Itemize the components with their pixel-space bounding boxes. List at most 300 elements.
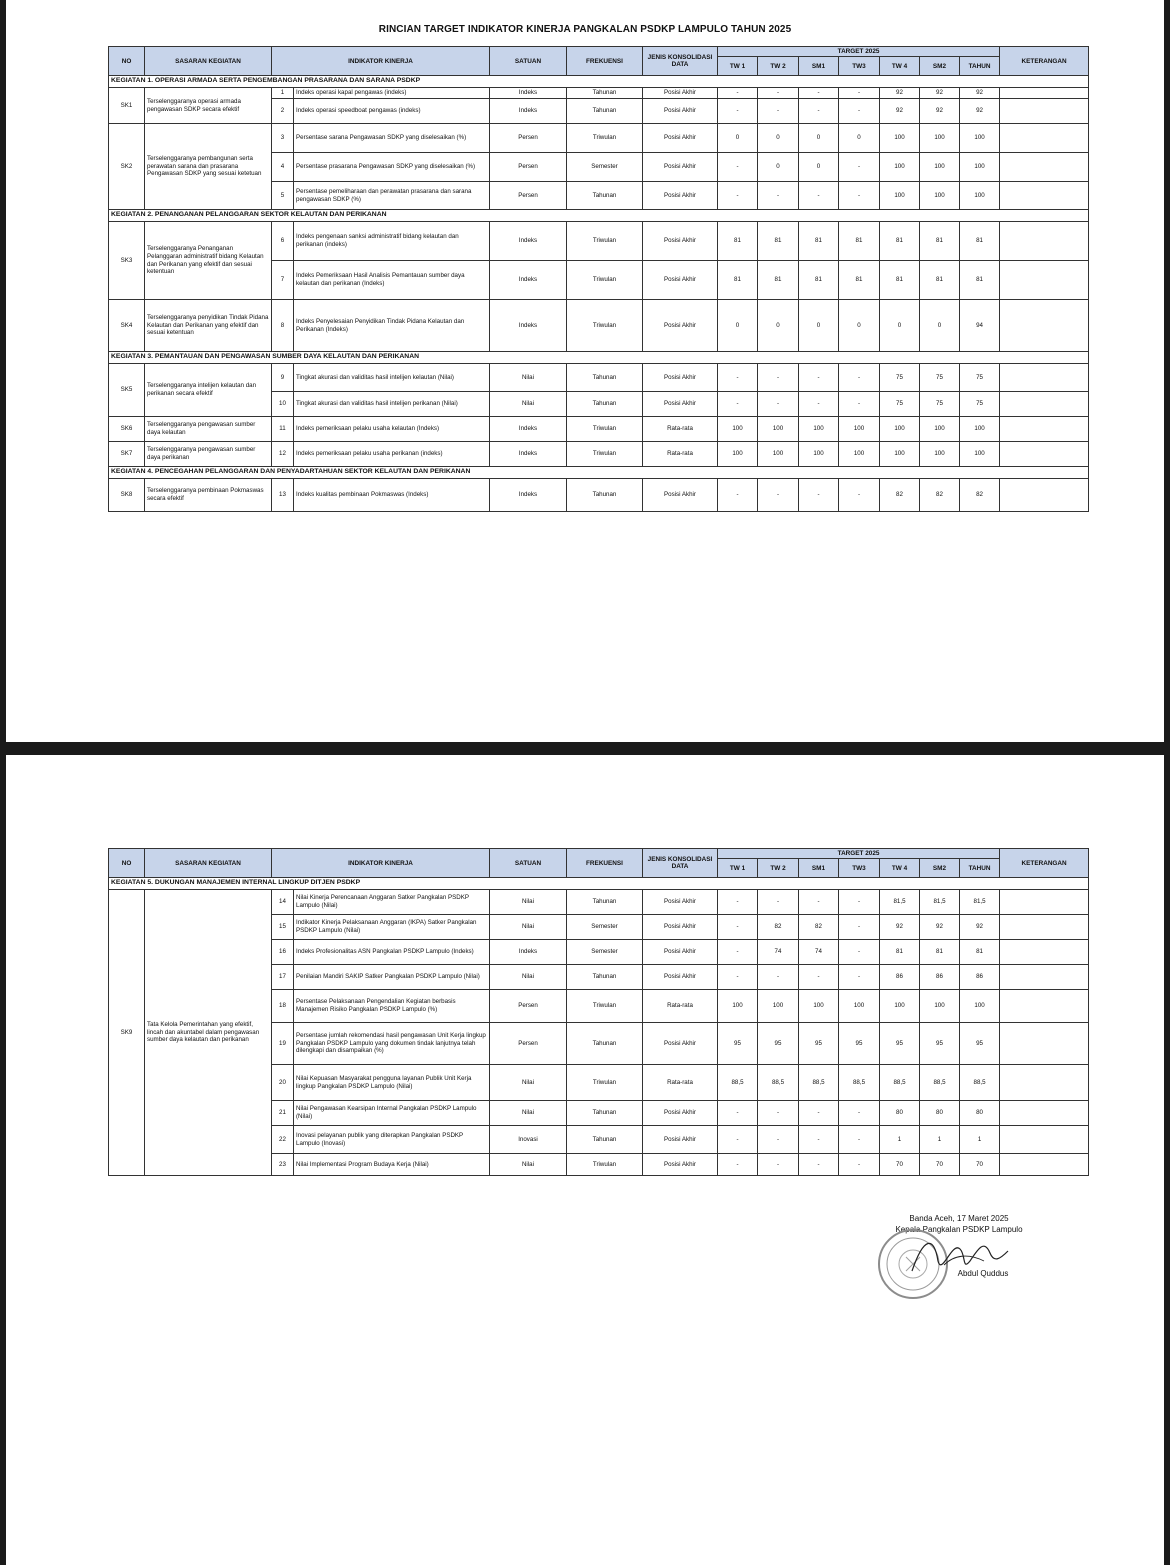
target-tw2: -: [758, 99, 799, 124]
target-tw2: 95: [758, 1023, 799, 1065]
header-tahun: TAHUN: [960, 57, 1000, 76]
target-tw1: 100: [718, 442, 758, 467]
target-tw4: 75: [880, 364, 920, 392]
target-sm1: -: [799, 1126, 839, 1154]
table-row: [109, 890, 1089, 915]
target-table-part-2: [108, 848, 1089, 1176]
frequency: Triwulan: [567, 261, 643, 300]
remarks: [1000, 124, 1089, 153]
target-sm2: 82: [920, 479, 960, 512]
header-tw2: TW 2: [758, 57, 799, 76]
target-tw1: 95: [718, 1023, 758, 1065]
row-number: 1: [272, 88, 294, 99]
target-sm2: 81: [920, 261, 960, 300]
indicator-text: Indeks pemeriksaan pelaku usaha perikanan (indeks): [294, 442, 490, 467]
frequency: Triwulan: [567, 124, 643, 153]
consolidation-type: Posisi Akhir: [643, 261, 718, 300]
frequency: Tahunan: [567, 965, 643, 990]
target-tw3: -: [839, 1101, 880, 1126]
consolidation-type: Posisi Akhir: [643, 890, 718, 915]
table-row: [109, 88, 1089, 99]
header-tw4: TW 4: [880, 859, 920, 878]
target-tw3: 100: [839, 990, 880, 1023]
frequency: Triwulan: [567, 1065, 643, 1101]
table-row: [109, 364, 1089, 392]
header-tw1: TW 1: [718, 57, 758, 76]
target-sm1: 0: [799, 124, 839, 153]
target-sm2: 92: [920, 99, 960, 124]
indicator-text: Nilai Pengawasan Kearsipan Internal Pangkalan PSDKP Lampulo (Nilai): [294, 1101, 490, 1126]
target-tw4: 81,5: [880, 890, 920, 915]
table-row: [109, 222, 1089, 261]
row-number: 2: [272, 99, 294, 124]
header-tw1: TW 1: [718, 859, 758, 878]
consolidation-type: Posisi Akhir: [643, 182, 718, 210]
header-frekuensi: FREKUENSI: [567, 849, 643, 878]
target-sm1: 100: [799, 990, 839, 1023]
row-number: 6: [272, 222, 294, 261]
target-tw3: -: [839, 182, 880, 210]
target-tw2: 81: [758, 222, 799, 261]
signature-position: Kepala Pangkalan PSDKP Lampulo: [895, 1225, 1023, 1235]
target-sm2: 70: [920, 1154, 960, 1176]
target-tw2: -: [758, 1101, 799, 1126]
unit: Persen: [490, 124, 567, 153]
target-sm1: 0: [799, 300, 839, 352]
section-header: KEGIATAN 1. OPERASI ARMADA SERTA PENGEMBANGAN PRASARANA DAN SARANA PSDKP: [109, 76, 1089, 88]
row-number: 3: [272, 124, 294, 153]
group-description: Terselenggaranya pembinaan Pokmaswas secara efektif: [145, 479, 272, 512]
target-tw3: 88,5: [839, 1065, 880, 1101]
unit: Persen: [490, 1023, 567, 1065]
target-tw1: 88,5: [718, 1065, 758, 1101]
target-tw3: -: [839, 915, 880, 940]
target-tahun: 70: [960, 1154, 1000, 1176]
unit: Nilai: [490, 965, 567, 990]
header-sasaran: SASARAN KEGIATAN: [145, 849, 272, 878]
row-number: 15: [272, 915, 294, 940]
target-tw1: 0: [718, 124, 758, 153]
indicator-text: Indeks kualitas pembinaan Pokmaswas (Indeks): [294, 479, 490, 512]
row-number: 5: [272, 182, 294, 210]
target-tw1: -: [718, 1101, 758, 1126]
row-number: 4: [272, 153, 294, 182]
target-tahun: 94: [960, 300, 1000, 352]
target-tahun: 92: [960, 915, 1000, 940]
target-tw4: 88,5: [880, 1065, 920, 1101]
target-tahun: 100: [960, 153, 1000, 182]
group-description: Terselenggaranya penyidikan Tindak Pidana Kelautan dan Perikanan yang efektif dan sesuai ketentuan: [145, 300, 272, 352]
indicator-text: Nilai Kepuasan Masyarakat pengguna layanan Publik Unit Kerja lingkup Pangkalan PSDKP Lampulo (Nilai): [294, 1065, 490, 1101]
target-tahun: 75: [960, 392, 1000, 417]
header-keterangan: KETERANGAN: [1000, 47, 1089, 76]
target-sm2: 92: [920, 88, 960, 99]
target-tahun: 81: [960, 222, 1000, 261]
target-tw2: 0: [758, 124, 799, 153]
indicator-text: Indeks operasi kapal pengawas (indeks): [294, 88, 490, 99]
target-tw4: 86: [880, 965, 920, 990]
consolidation-type: Posisi Akhir: [643, 364, 718, 392]
target-tahun: 82: [960, 479, 1000, 512]
target-tw3: -: [839, 965, 880, 990]
target-tw2: 100: [758, 990, 799, 1023]
indicator-text: Indikator Kinerja Pelaksanaan Anggaran (IKPA) Satker Pangkalan PSDKP Lampulo (Nilai): [294, 915, 490, 940]
target-sm1: 81: [799, 261, 839, 300]
target-tw3: 0: [839, 300, 880, 352]
target-tw2: -: [758, 364, 799, 392]
target-sm1: 74: [799, 940, 839, 965]
header-sm2: SM2: [920, 57, 960, 76]
frequency: Semester: [567, 915, 643, 940]
indicator-text: Tingkat akurasi dan validitas hasil intelijen perikanan (Nilai): [294, 392, 490, 417]
frequency: Tahunan: [567, 1101, 643, 1126]
header-target: TARGET 2025: [718, 849, 1000, 859]
target-tw4: 0: [880, 300, 920, 352]
target-sm1: 100: [799, 442, 839, 467]
target-sm1: -: [799, 890, 839, 915]
unit: Indeks: [490, 300, 567, 352]
consolidation-type: Rata-rata: [643, 417, 718, 442]
table-header: [109, 47, 1089, 76]
target-sm1: 82: [799, 915, 839, 940]
target-tw4: 92: [880, 88, 920, 99]
group-code: SK2: [109, 124, 145, 210]
group-description: Terselenggaranya intelijen kelautan dan perikanan secara efektif: [145, 364, 272, 417]
remarks: [1000, 1126, 1089, 1154]
target-sm1: -: [799, 965, 839, 990]
header-indikator: INDIKATOR KINERJA: [272, 47, 490, 76]
target-tw3: -: [839, 153, 880, 182]
target-sm2: 75: [920, 392, 960, 417]
header-tw3: TW3: [839, 859, 880, 878]
target-tw1: -: [718, 153, 758, 182]
target-tw3: -: [839, 364, 880, 392]
remarks: [1000, 153, 1089, 182]
target-tw4: 81: [880, 222, 920, 261]
signature-place-date: Banda Aceh, 17 Maret 2025: [909, 1214, 1009, 1223]
target-sm2: 80: [920, 1101, 960, 1126]
group-description: Terselenggaranya Penanganan Pelanggaran administratif bidang Kelautan dan Perikanan yang efektif dan sesuai ketentuan: [145, 222, 272, 300]
target-tw1: 81: [718, 222, 758, 261]
header-tahun: TAHUN: [960, 859, 1000, 878]
target-tw1: -: [718, 940, 758, 965]
remarks: [1000, 890, 1089, 915]
header-indikator: INDIKATOR KINERJA: [272, 849, 490, 878]
indicator-text: Indeks Profesionalitas ASN Pangkalan PSDKP Lampulo (Indeks): [294, 940, 490, 965]
signature-block: [874, 1213, 1044, 1280]
frequency: Semester: [567, 940, 643, 965]
target-tahun: 92: [960, 88, 1000, 99]
target-sm2: 100: [920, 124, 960, 153]
consolidation-type: Rata-rata: [643, 1065, 718, 1101]
target-sm2: 100: [920, 417, 960, 442]
target-tahun: 81: [960, 261, 1000, 300]
indicator-text: Persentase Pelaksanaan Pengendalian Kegiatan berbasis Manajemen Risiko Pangkalan PSDKP Lampulo (%): [294, 990, 490, 1023]
frequency: Triwulan: [567, 442, 643, 467]
unit: Nilai: [490, 364, 567, 392]
target-tw2: 0: [758, 300, 799, 352]
target-tw4: 81: [880, 261, 920, 300]
unit: Nilai: [490, 1101, 567, 1126]
target-tw1: -: [718, 890, 758, 915]
target-sm1: -: [799, 99, 839, 124]
target-tahun: 100: [960, 124, 1000, 153]
table-row: [109, 300, 1089, 352]
group-description: Terselenggaranya operasi armada pengawasan SDKP secara efektif: [145, 88, 272, 124]
target-tw3: 100: [839, 442, 880, 467]
remarks: [1000, 1154, 1089, 1176]
row-number: 22: [272, 1126, 294, 1154]
header-sm2: SM2: [920, 859, 960, 878]
consolidation-type: Posisi Akhir: [643, 99, 718, 124]
table-header: [109, 849, 1089, 878]
row-number: 10: [272, 392, 294, 417]
row-number: 14: [272, 890, 294, 915]
group-description: Terselenggaranya pengawasan sumber daya kelautan: [145, 417, 272, 442]
target-tw3: -: [839, 479, 880, 512]
indicator-text: Tingkat akurasi dan validitas hasil intelijen kelautan (Nilai): [294, 364, 490, 392]
target-tw1: -: [718, 99, 758, 124]
target-tw4: 92: [880, 99, 920, 124]
target-tw1: -: [718, 1154, 758, 1176]
remarks: [1000, 1065, 1089, 1101]
target-tw4: 100: [880, 124, 920, 153]
target-table-part-1: [108, 46, 1089, 512]
target-tw3: -: [839, 392, 880, 417]
remarks: [1000, 990, 1089, 1023]
target-tw1: 81: [718, 261, 758, 300]
target-tw4: 92: [880, 915, 920, 940]
header-keterangan: KETERANGAN: [1000, 849, 1089, 878]
target-sm1: -: [799, 182, 839, 210]
consolidation-type: Posisi Akhir: [643, 1154, 718, 1176]
indicator-text: Indeks operasi speedboat pengawas (indeks): [294, 99, 490, 124]
indicator-text: Indeks Penyelesaian Penyidikan Tindak Pidana Kelautan dan Perikanan (Indeks): [294, 300, 490, 352]
section-header: KEGIATAN 4. PENCEGAHAN PELANGGARAN DAN PENYADARTAHUAN SEKTOR KELAUTAN DAN PERIKANAN: [109, 467, 1089, 479]
target-tahun: 81: [960, 940, 1000, 965]
frequency: Triwulan: [567, 1154, 643, 1176]
target-tw1: -: [718, 1126, 758, 1154]
unit: Indeks: [490, 222, 567, 261]
document-page-1: [6, 0, 1164, 742]
target-sm2: 1: [920, 1126, 960, 1154]
consolidation-type: Posisi Akhir: [643, 1126, 718, 1154]
target-tw1: -: [718, 479, 758, 512]
remarks: [1000, 88, 1089, 99]
section-header: KEGIATAN 3. PEMANTAUAN DAN PENGAWASAN SUMBER DAYA KELAUTAN DAN PERIKANAN: [109, 352, 1089, 364]
remarks: [1000, 182, 1089, 210]
target-tw1: -: [718, 392, 758, 417]
target-sm2: 95: [920, 1023, 960, 1065]
target-tw3: -: [839, 1154, 880, 1176]
target-tw3: 0: [839, 124, 880, 153]
target-tw2: -: [758, 965, 799, 990]
header-tw3: TW3: [839, 57, 880, 76]
target-tahun: 95: [960, 1023, 1000, 1065]
target-tw1: -: [718, 965, 758, 990]
unit: Nilai: [490, 890, 567, 915]
target-tahun: 1: [960, 1126, 1000, 1154]
group-code: SK8: [109, 479, 145, 512]
header-target: TARGET 2025: [718, 47, 1000, 57]
target-tw3: 81: [839, 261, 880, 300]
header-sm1: SM1: [799, 859, 839, 878]
frequency: Tahunan: [567, 1023, 643, 1065]
target-tahun: 100: [960, 182, 1000, 210]
target-tw4: 82: [880, 479, 920, 512]
unit: Nilai: [490, 1065, 567, 1101]
row-number: 12: [272, 442, 294, 467]
remarks: [1000, 479, 1089, 512]
indicator-text: Indeks pengenaan sanksi administratif bidang kelautan dan perikanan (indeks): [294, 222, 490, 261]
unit: Persen: [490, 182, 567, 210]
group-description: Terselenggaranya pembangunan serta perawatan sarana dan prasarana Pengawasan SDKP yang sesuai ketetuan: [145, 124, 272, 210]
frequency: Tahunan: [567, 99, 643, 124]
indicator-text: Nilai Kinerja Perencanaan Anggaran Satker Pangkalan PSDKP Lampulo (Nilai): [294, 890, 490, 915]
group-description: Terselenggaranya pengawasan sumber daya perikanan: [145, 442, 272, 467]
indicator-text: Nilai Implementasi Program Budaya Kerja (Nilai): [294, 1154, 490, 1176]
target-tw1: -: [718, 182, 758, 210]
indicator-text: Persentase prasarana Pengawasan SDKP yang diselesaikan (%): [294, 153, 490, 182]
consolidation-type: Posisi Akhir: [643, 1101, 718, 1126]
target-tw3: -: [839, 88, 880, 99]
target-tw3: -: [839, 1126, 880, 1154]
handwritten-signature-icon: [904, 1231, 1014, 1281]
header-tw2: TW 2: [758, 859, 799, 878]
target-sm1: 88,5: [799, 1065, 839, 1101]
frequency: Tahunan: [567, 364, 643, 392]
remarks: [1000, 442, 1089, 467]
section-header: KEGIATAN 2. PENANGANAN PELANGGARAN SEKTOR KELAUTAN DAN PERIKANAN: [109, 210, 1089, 222]
header-no: NO: [109, 47, 145, 76]
header-frekuensi: FREKUENSI: [567, 47, 643, 76]
target-tw2: -: [758, 182, 799, 210]
frequency: Tahunan: [567, 88, 643, 99]
unit: Persen: [490, 153, 567, 182]
unit: Indeks: [490, 417, 567, 442]
row-number: 23: [272, 1154, 294, 1176]
frequency: Tahunan: [567, 1126, 643, 1154]
target-tahun: 88,5: [960, 1065, 1000, 1101]
remarks: [1000, 915, 1089, 940]
target-tw4: 100: [880, 990, 920, 1023]
consolidation-type: Posisi Akhir: [643, 965, 718, 990]
target-tw2: 74: [758, 940, 799, 965]
frequency: Triwulan: [567, 300, 643, 352]
target-sm2: 100: [920, 182, 960, 210]
unit: Inovasi: [490, 1126, 567, 1154]
target-tw2: 81: [758, 261, 799, 300]
header-jenis: JENIS KONSOLIDASI DATA: [643, 849, 718, 878]
header-sasaran: SASARAN KEGIATAN: [145, 47, 272, 76]
group-code: SK5: [109, 364, 145, 417]
header-satuan: SATUAN: [490, 849, 567, 878]
row-number: 18: [272, 990, 294, 1023]
unit: Indeks: [490, 261, 567, 300]
frequency: Tahunan: [567, 182, 643, 210]
row-number: 13: [272, 479, 294, 512]
target-sm1: 95: [799, 1023, 839, 1065]
target-tw4: 100: [880, 153, 920, 182]
target-tw2: 100: [758, 417, 799, 442]
target-tw4: 100: [880, 182, 920, 210]
consolidation-type: Posisi Akhir: [643, 915, 718, 940]
consolidation-type: Posisi Akhir: [643, 88, 718, 99]
consolidation-type: Rata-rata: [643, 990, 718, 1023]
target-tahun: 75: [960, 364, 1000, 392]
indicator-text: Indeks Pemeriksaan Hasil Analisis Pemantauan sumber daya kelautan dan perikanan (Indeks): [294, 261, 490, 300]
section-header: KEGIATAN 5. DUKUNGAN MANAJEMEN INTERNAL LINGKUP DITJEN PSDKP: [109, 878, 1089, 890]
consolidation-type: Posisi Akhir: [643, 300, 718, 352]
target-sm2: 100: [920, 153, 960, 182]
header-jenis: JENIS KONSOLIDASI DATA: [643, 47, 718, 76]
consolidation-type: Posisi Akhir: [643, 222, 718, 261]
target-sm1: -: [799, 364, 839, 392]
consolidation-type: Rata-rata: [643, 442, 718, 467]
row-number: 11: [272, 417, 294, 442]
frequency: Triwulan: [567, 222, 643, 261]
target-sm2: 86: [920, 965, 960, 990]
target-tahun: 100: [960, 990, 1000, 1023]
target-sm1: -: [799, 1101, 839, 1126]
group-code: SK9: [109, 890, 145, 1176]
table-row: [109, 124, 1089, 153]
target-tw2: -: [758, 1154, 799, 1176]
target-sm2: 88,5: [920, 1065, 960, 1101]
unit: Indeks: [490, 479, 567, 512]
target-sm1: 81: [799, 222, 839, 261]
unit: Indeks: [490, 442, 567, 467]
indicator-text: Persentase pemeliharaan dan perawatan prasarana dan sarana pengawasan SDKP (%): [294, 182, 490, 210]
target-sm2: 75: [920, 364, 960, 392]
target-tw3: -: [839, 940, 880, 965]
target-sm2: 100: [920, 990, 960, 1023]
group-code: SK1: [109, 88, 145, 124]
group-code: SK3: [109, 222, 145, 300]
target-tw4: 75: [880, 392, 920, 417]
target-tw4: 80: [880, 1101, 920, 1126]
row-number: 20: [272, 1065, 294, 1101]
target-tw2: 88,5: [758, 1065, 799, 1101]
remarks: [1000, 940, 1089, 965]
indicator-text: Inovasi pelayanan publik yang diterapkan Pangkalan PSDKP Lampulo (Inovasi): [294, 1126, 490, 1154]
target-sm2: 100: [920, 442, 960, 467]
target-tw2: -: [758, 890, 799, 915]
header-sm1: SM1: [799, 57, 839, 76]
target-tw2: 0: [758, 153, 799, 182]
group-code: SK7: [109, 442, 145, 467]
target-sm2: 81: [920, 940, 960, 965]
frequency: Tahunan: [567, 890, 643, 915]
target-tw3: -: [839, 99, 880, 124]
target-sm1: 100: [799, 417, 839, 442]
consolidation-type: Posisi Akhir: [643, 940, 718, 965]
row-number: 19: [272, 1023, 294, 1065]
table-row: [109, 479, 1089, 512]
target-tw2: -: [758, 88, 799, 99]
target-sm1: 0: [799, 153, 839, 182]
remarks: [1000, 261, 1089, 300]
target-tahun: 81,5: [960, 890, 1000, 915]
unit: Indeks: [490, 99, 567, 124]
target-tw1: 100: [718, 417, 758, 442]
frequency: Triwulan: [567, 990, 643, 1023]
target-sm1: -: [799, 88, 839, 99]
remarks: [1000, 222, 1089, 261]
document-page-2: [6, 755, 1164, 1565]
target-tw3: -: [839, 890, 880, 915]
consolidation-type: Posisi Akhir: [643, 1023, 718, 1065]
